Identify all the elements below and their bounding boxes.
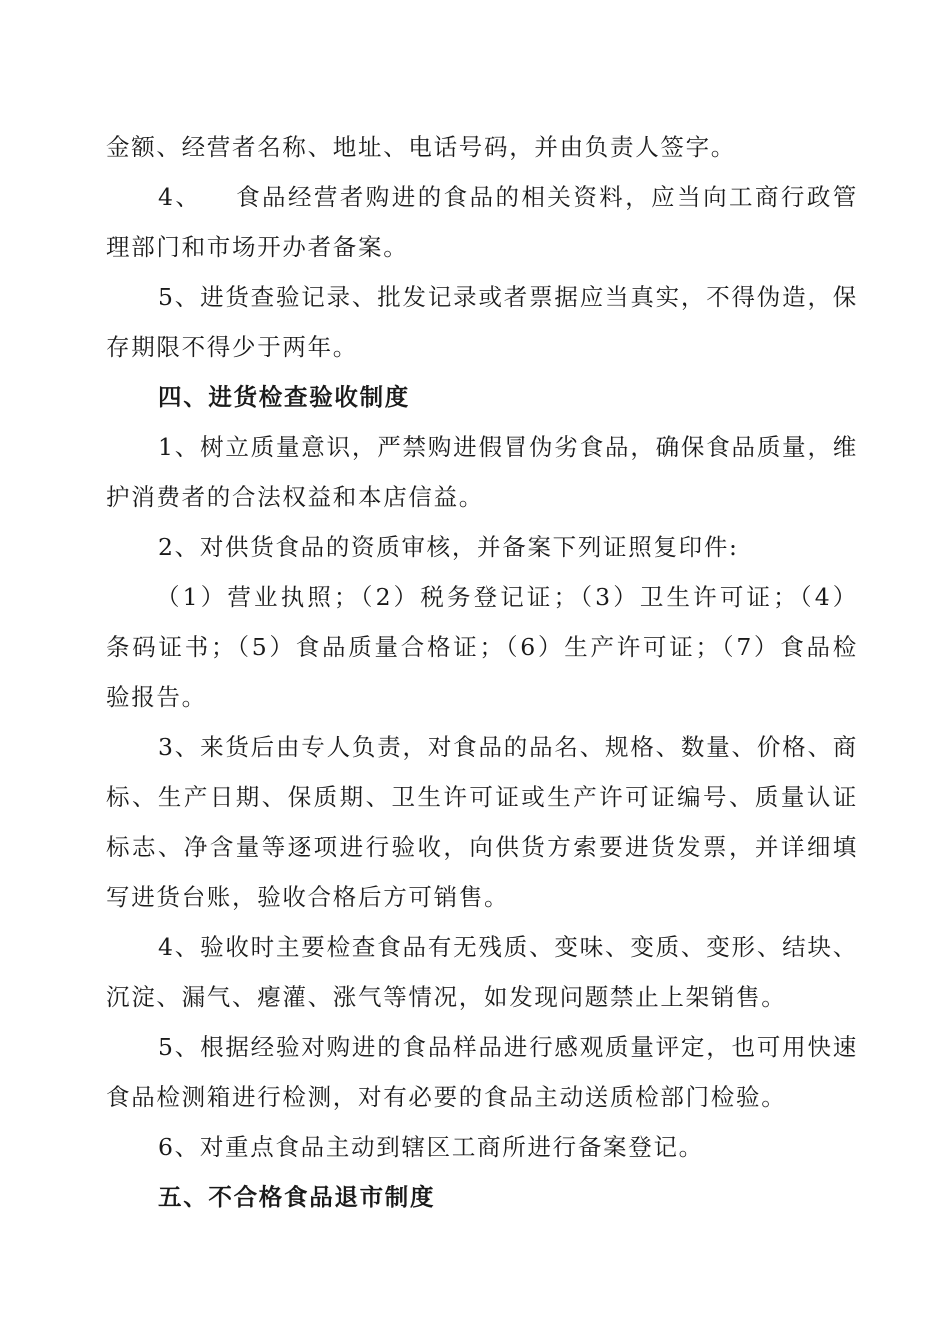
text-line: 存期限不得少于两年。: [106, 333, 358, 361]
text-line: 标志、净含量等逐项进行验收，向供货方索要进货发票，并详细填: [106, 833, 858, 861]
text-line: 条码证书；（5）食品质量合格证；（6）生产许可证；（7）食品检: [106, 633, 858, 661]
text-span: 食品经营者购进的食品的相关资料，应当向工商行政管: [235, 183, 858, 211]
text-line: 3、来货后由专人负责，对食品的品名、规格、数量、价格、商: [158, 733, 858, 761]
text-line: [106, 172, 858, 222]
text-line: 护消费者的合法权益和本店信益。: [106, 483, 484, 511]
section-heading: 四、进货检查验收制度: [158, 383, 410, 411]
text-line: 写进货台账，验收合格后方可销售。: [106, 883, 510, 911]
text-line: （1）营业执照；（2）税务登记证；（3）卫生许可证；（4）: [156, 583, 858, 611]
document-page: [106, 122, 858, 1222]
text-line: 食品检测箱进行检测，对有必要的食品主动送质检部门检验。: [106, 1083, 787, 1111]
text-line: 标、生产日期、保质期、卫生许可证或生产许可证编号、质量认证: [106, 783, 858, 811]
text-line: 1、树立质量意识，严禁购进假冒伪劣食品，确保食品质量，维: [158, 433, 858, 461]
text-line: 4、验收时主要检查食品有无残质、变味、变质、变形、结块、: [158, 933, 858, 961]
list-number: 4、: [158, 183, 202, 211]
text-line: 5、根据经验对购进的食品样品进行感观质量评定，也可用快速: [158, 1033, 858, 1061]
text-line: 6、对重点食品主动到辖区工商所进行备案登记。: [158, 1133, 704, 1161]
text-line: 5、进货查验记录、批发记录或者票据应当真实，不得伪造，保: [158, 283, 858, 311]
section-heading: 五、不合格食品退市制度: [158, 1183, 436, 1211]
text-line: 金额、经营者名称、地址、电话号码，并由负责人签字。: [106, 133, 736, 161]
text-line: 2、对供货食品的资质审核，并备案下列证照复印件:: [158, 533, 739, 561]
text-line: 理部门和市场开办者备案。: [106, 233, 409, 261]
text-line: 沉淀、漏气、瘪灌、涨气等情况，如发现问题禁止上架销售。: [106, 983, 787, 1011]
text-line: 验报告。: [106, 683, 207, 711]
